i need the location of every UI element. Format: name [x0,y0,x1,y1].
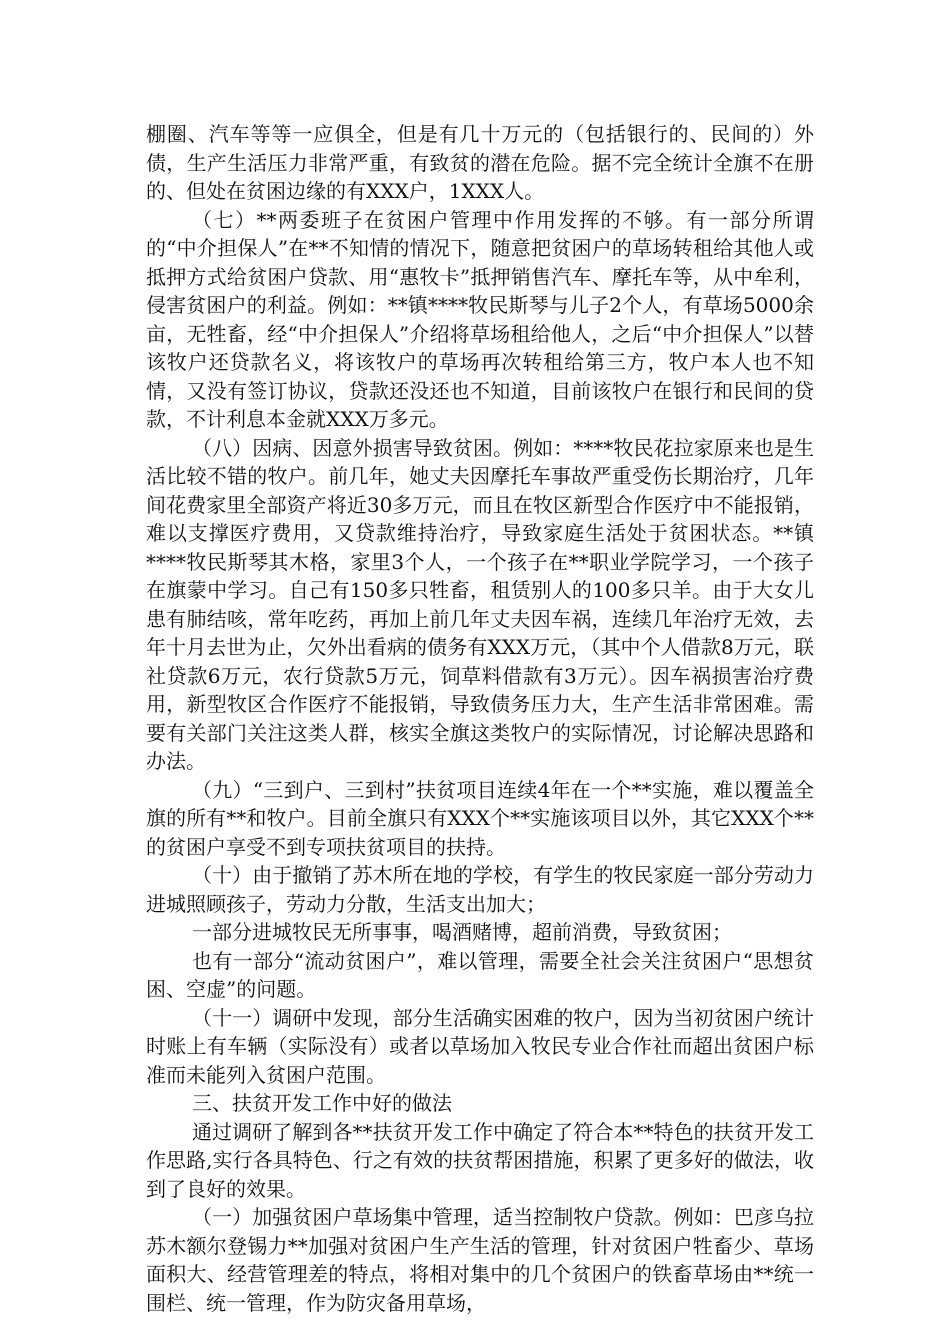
paragraph-continuation: 棚圈、汽车等等一应俱全，但是有几十万元的（包括银行的、民间的）外债，生产生活压力非常严重，有致贫的潜在危险。据不完全统计全旗不在册的、但处在贫困边缘的有XXX户，1XXX人。 [146,122,814,203]
paragraph-item-11: （十一）调研中发现，部分生活确实困难的牧户，因为当初贫困户统计时账上有车辆（实际没有）或者以草场加入牧民专业合作社而超出贫困户标准而未能列入贫困户范围。 [146,1005,814,1087]
paragraph-section-3-intro: 通过调研了解到各**扶贫开发工作中确定了符合本**特色的扶贫开发工作思路,实行各具特色、行之有效的扶贫帮困措施，积累了更多好的做法，收到了良好的效果。 [146,1119,814,1201]
paragraph-item-10-sub-1: 一部分进城牧民无所事事，喝酒赌博，超前消费，导致贫困； [192,920,732,944]
section-heading-3: 三、扶贫开发工作中好的做法 [192,1091,452,1115]
paragraph-item-10: （十）由于撤销了苏木所在地的学校，有学生的牧民家庭一部分劳动力进城照顾孩子，劳动力分散，生活支出加大； [146,863,814,916]
paragraph-item-8: （八）因病、因意外损害导致贫困。例如：****牧民花拉家原来也是生活比较不错的牧户。前几年，她丈夫因摩托车事故严重受伤长期治疗，几年间花费家里全部资产将近30多万元，而且在牧区新型合作医疗中不能报销，难以支撑医疗费用，又贷款维持治疗，导致家庭生活处于贫困状态。**镇****牧民斯琴其木格，家里3个人，一个孩子在**职业学院学习，一个孩子在旗蒙中学习。自己有150多只牲畜，租赁别人的100多只羊。由于大女儿患有肺结咳，常年吃药，再加上前几年丈夫因车祸，连续几年治疗无效，去年十月去世为止，欠外出看病的债务有XXX万元，（其中个人借款8万元，联社贷款6万元，农行贷款5万元，饲草料借款有3万元）。因车祸损害治疗费用，新型牧区合作医疗不能报销，导致债务压力大，生产生活非常困难。需要有关部门关注这类人群，核实全旗这类牧户的实际情况，讨论解决思路和办法。 [146,435,814,773]
paragraph-section-3-item-1: （一）加强贫困户草场集中管理，适当控制牧户贷款。例如：巴彦乌拉苏木额尔登锡力**加强对贫困户生产生活的管理，针对贫困户牲畜少、草场面积大、经营管理差的特点，将相对集中的几个贫困户的铁畜草场由**统一围栏、统一管理，作为防灾备用草场， [146,1205,814,1315]
document-body [146,120,814,1317]
paragraph-item-7: （七）**两委班子在贫困户管理中作用发挥的不够。有一部分所谓的“中介担保人”在**不知情的情况下，随意把贫困户的草场转租给其他人或抵押方式给贫困户贷款、用“惠牧卡”抵押销售汽车、摩托车等，从中牟利，侵害贫困户的利益。例如：**镇****牧民斯琴与儿子2个人，有草场5000余亩，无牲畜，经“中介担保人”介绍将草场租给他人，之后“中介担保人”以替该牧户还贷款名义，将该牧户的草场再次转租给第三方，牧户本人也不知情，又没有签订协议，贷款还没还也不知道，目前该牧户在银行和民间的贷款，不计利息本金就XXX万多元。 [146,207,814,431]
paragraph-item-9: （九）“三到户、三到村”扶贫项目连续4年在一个**实施，难以覆盖全旗的所有**和牧户。目前全旗只有XXX个**实施该项目以外，其它XXX个**的贫困户享受不到专项扶贫项目的扶持。 [146,777,814,859]
paragraph-item-10-sub-2: 也有一部分“流动贫困户”，难以管理，需要全社会关注贫困户“思想贫困、空虚”的问题。 [146,948,814,1001]
